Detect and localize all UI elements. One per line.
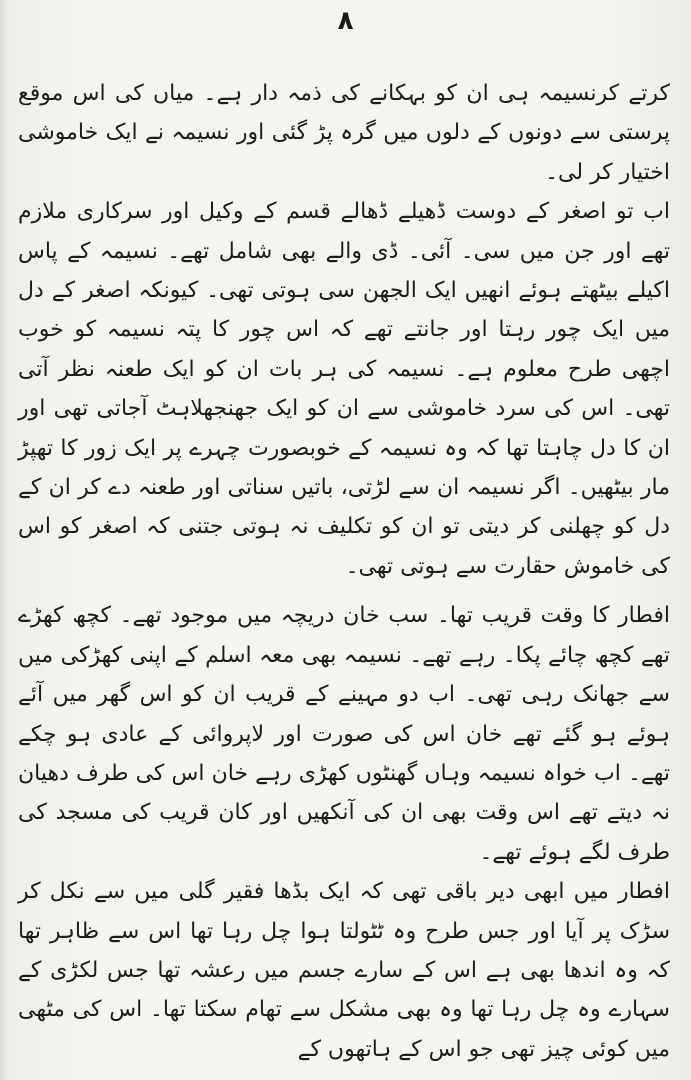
page-number: ۸ bbox=[337, 6, 354, 36]
body-text bbox=[18, 74, 670, 1069]
paragraph: افطار کا وقت قریب تھا۔ سب خان دریچہ میں موجود تھے۔ کچھ کھڑے تھے کچھ چائے پکا۔ رہے تھے۔ نسیمہ بھی معہ اسلم کے اپنی کھڑکی میں سے جھانک رہی تھی۔ اب دو مہینے کے قریب ان کو اس گھر میں آئے ہوئے ہو گئے تھے خان اس کی صورت اور لاپروائی کے عادی ہو چکے تھے۔ اب خواہ نسیمہ وہاں گھنٹوں کھڑی رہے خان اس کی طرف دھیان نہ دیتے تھے اس وقت بھی ان کی آنکھیں اور کان قریب کی مسجد کی طرف لگے ہوئے تھے۔ bbox=[18, 603, 670, 865]
paragraph: افطار میں ابھی دیر باقی تھی کہ ایک بڈھا فقیر گلی میں سے نکل کر سڑک پر آیا اور جس طرح وہ ٹٹولتا ہوا چل رہا تھا اس سے ظاہر تھا کہ وہ اندھا بھی ہے اس کے سارے جسم میں رعشہ تھا جس لکڑی کے سہارے وہ چل رہا تھا وہ بھی مشکل سے تھام سکتا تھا۔ اس کی مٹھی میں کوئی چیز تھی جو اس کے ہاتھوں کے bbox=[18, 879, 670, 1062]
spine-shadow bbox=[0, 0, 10, 1080]
paragraph: اب تو اصغر کے دوست ڈھیلے ڈھالے قسم کے وکیل اور سرکاری ملازم تھے اور جن میں سی۔ آئی۔ ڈی والے بھی شامل تھے۔ نسیمہ کے پاس اکیلے بیٹھتے ہوئے انھیں ایک الجھن سی ہوتی تھی۔ کیونکہ اصغر کے دل میں ایک چور رہتا اور جانتے تھے کہ اس چور کا پتہ نسیمہ کو خوب اچھی طرح معلوم ہے۔ نسیمہ کی ہر بات ان کو ایک طعنہ نظر آتی تھی۔ اس کی سرد خاموشی سے ان کو ایک جھنجھلاہٹ آجاتی تھی اور ان کا دل چاہتا تھا کہ وہ نسیمہ کے خوبصورت چہرے پر ایک زور کا تھپڑ مار بیٹھیں۔ اگر نسیمہ ان سے لڑتی، باتیں سناتی اور طعنہ دے کر ان کے دل کو چھلنی کر دیتی تو ان کو تکلیف نہ ہوتی جتنی کہ اصغر کو اس کی خاموش حقارت سے ہوتی تھی۔ bbox=[18, 199, 670, 579]
paragraph: کرتے کرنسیمہ ہی ان کو بہکانے کی ذمہ دار ہے۔ میاں کی اس موقع پرستی سے دونوں کے دلوں میں گرہ پڑ گئی اور نسیمہ نے ایک خاموشی اختیار کر لی۔ bbox=[18, 81, 670, 185]
